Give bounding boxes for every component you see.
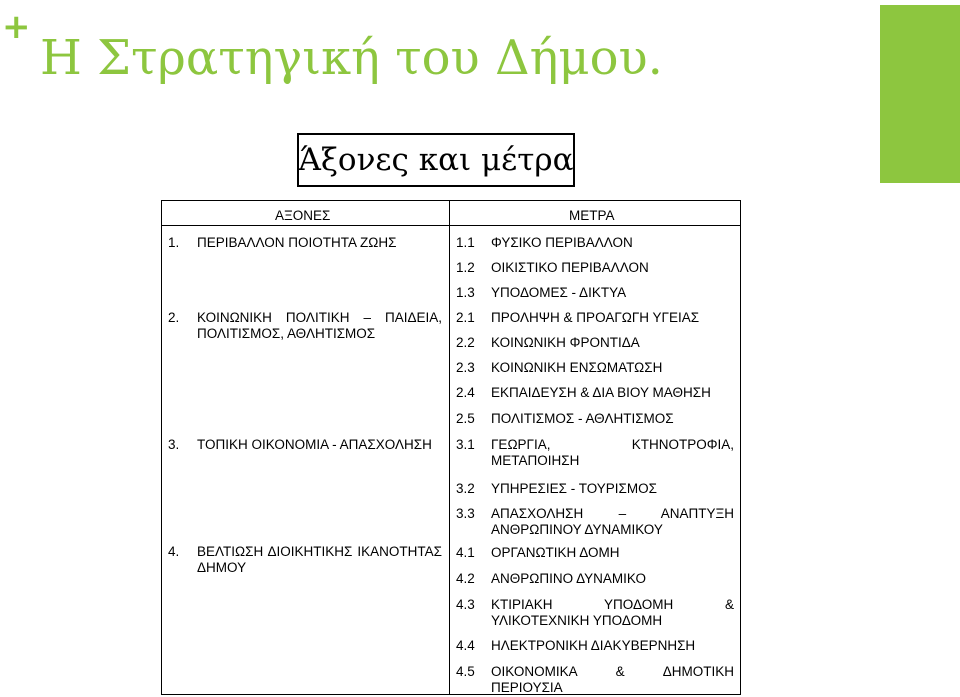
measure-row <box>456 506 734 538</box>
measure-number: 1.3 <box>456 285 475 300</box>
measure-number: 2.4 <box>456 385 475 400</box>
measure-number: 4.5 <box>456 664 475 679</box>
measure-row <box>456 571 734 587</box>
axis-row <box>168 437 442 453</box>
column-divider <box>449 201 450 694</box>
measure-text: ΟΙΚΙΣΤΙΚΟ ΠΕΡΙΒΑΛΛΟΝ <box>491 260 649 275</box>
axis-row <box>168 310 442 342</box>
measure-number: 3.3 <box>456 506 475 521</box>
measure-row <box>456 411 734 427</box>
axis-text: ΠΕΡΙΒΑΛΛΟΝ ΠΟΙΟΤΗΤΑ ΖΩΗΣ <box>197 235 397 250</box>
header-axes: ΑΞΟΝΕΣ <box>275 208 331 223</box>
measure-number: 2.3 <box>456 360 475 375</box>
axis-number: 4. <box>168 544 180 559</box>
measure-number: 2.2 <box>456 335 475 350</box>
measure-number: 2.5 <box>456 411 475 426</box>
measure-row <box>456 260 734 276</box>
plus-icon: + <box>2 7 31 47</box>
measure-row <box>456 638 734 654</box>
measure-text: ΥΠΗΡΕΣΙΕΣ - ΤΟΥΡΙΣΜΟΣ <box>491 481 657 496</box>
axis-number: 2. <box>168 310 180 325</box>
axis-text: ΒΕΛΤΙΩΣΗ ΔΙΟΙΚΗΤΙΚΗΣ ΙΚΑΝΟΤΗΤΑΣ ΔΗΜΟΥ <box>197 544 442 575</box>
measure-text: ΟΡΓΑΝΩΤΙΚΗ ΔΟΜΗ <box>491 545 620 560</box>
measure-text: ΠΡΟΛΗΨΗ & ΠΡΟΑΓΩΓΗ ΥΓΕΙΑΣ <box>491 310 700 325</box>
header-divider <box>162 225 740 226</box>
measure-row <box>456 664 734 696</box>
measure-text: ΑΝΘΡΩΠΙΝΟ ΔΥΝΑΜΙΚΟ <box>491 571 646 586</box>
measure-text: ΓΕΩΡΓΙΑ, ΚΤΗΝΟΤΡΟΦΙΑ, ΜΕΤΑΠΟΙΗΣΗ <box>491 437 734 468</box>
measure-row <box>456 545 734 561</box>
axes-measures-table <box>161 200 741 695</box>
axis-text: ΤΟΠΙΚΗ ΟΙΚΟΝΟΜΙΑ - ΑΠΑΣΧΟΛΗΣΗ <box>197 437 432 452</box>
measure-number: 4.3 <box>456 597 475 612</box>
axis-number: 1. <box>168 235 180 250</box>
axis-row <box>168 235 442 251</box>
measure-text: ΗΛΕΚΤΡΟΝΙΚΗ ΔΙΑΚΥΒΕΡΝΗΣΗ <box>491 638 696 653</box>
measure-number: 3.2 <box>456 481 475 496</box>
measure-number: 3.1 <box>456 437 475 452</box>
measure-row <box>456 385 734 401</box>
page-title: Η Στρατηγική του Δήμου. <box>40 30 663 86</box>
axis-row <box>168 544 442 576</box>
measure-number: 4.1 <box>456 545 475 560</box>
measure-number: 1.1 <box>456 235 475 250</box>
axis-number: 3. <box>168 437 180 452</box>
measure-row <box>456 235 734 251</box>
measure-number: 4.4 <box>456 638 475 653</box>
measure-row <box>456 310 734 326</box>
measure-text: ΚΤΙΡΙΑΚΗ ΥΠΟΔΟΜΗ & ΥΛΙΚΟΤΕΧΝΙΚΗ ΥΠΟΔΟΜΗ <box>491 597 734 628</box>
axis-text: ΚΟΙΝΩΝΙΚΗ ΠΟΛΙΤΙΚΗ – ΠΑΙΔΕΙΑ, ΠΟΛΙΤΙΣΜΟΣ, ΑΘΛΗΤΙΣΜΟΣ <box>197 310 442 341</box>
subtitle: Άξονες και μέτρα <box>298 142 574 178</box>
header-measures: ΜΕΤΡΑ <box>569 208 615 223</box>
measure-text: ΠΟΛΙΤΙΣΜΟΣ - ΑΘΛΗΤΙΣΜΟΣ <box>491 411 674 426</box>
measure-text: ΕΚΠΑΙΔΕΥΣΗ & ΔΙΑ ΒΙΟΥ ΜΑΘΗΣΗ <box>491 385 711 400</box>
measure-text: ΑΠΑΣΧΟΛΗΣΗ – ΑΝΑΠΤΥΞΗ ΑΝΘΡΩΠΙΝΟΥ ΔΥΝΑΜΙΚΟΥ <box>491 506 734 537</box>
measure-text: ΥΠΟΔΟΜΕΣ - ΔΙΚΤΥΑ <box>491 285 627 300</box>
measure-number: 4.2 <box>456 571 475 586</box>
measure-text: ΟΙΚΟΝΟΜΙΚΑ & ΔΗΜΟΤΙΚΗ ΠΕΡΙΟΥΣΙΑ <box>491 664 734 695</box>
measure-row <box>456 597 734 629</box>
measure-row <box>456 481 734 497</box>
subtitle-box <box>297 133 575 187</box>
measure-text: ΦΥΣΙΚΟ ΠΕΡΙΒΑΛΛΟΝ <box>491 235 633 250</box>
measure-number: 1.2 <box>456 260 475 275</box>
measure-text: ΚΟΙΝΩΝΙΚΗ ΕΝΣΩΜΑΤΩΣΗ <box>491 360 663 375</box>
decorative-green-block <box>880 5 960 183</box>
measure-row <box>456 285 734 301</box>
measure-text: ΚΟΙΝΩΝΙΚΗ ΦΡΟΝΤΙΔΑ <box>491 335 640 350</box>
measure-number: 2.1 <box>456 310 475 325</box>
measure-row <box>456 437 734 469</box>
measure-row <box>456 335 734 351</box>
measure-row <box>456 360 734 376</box>
